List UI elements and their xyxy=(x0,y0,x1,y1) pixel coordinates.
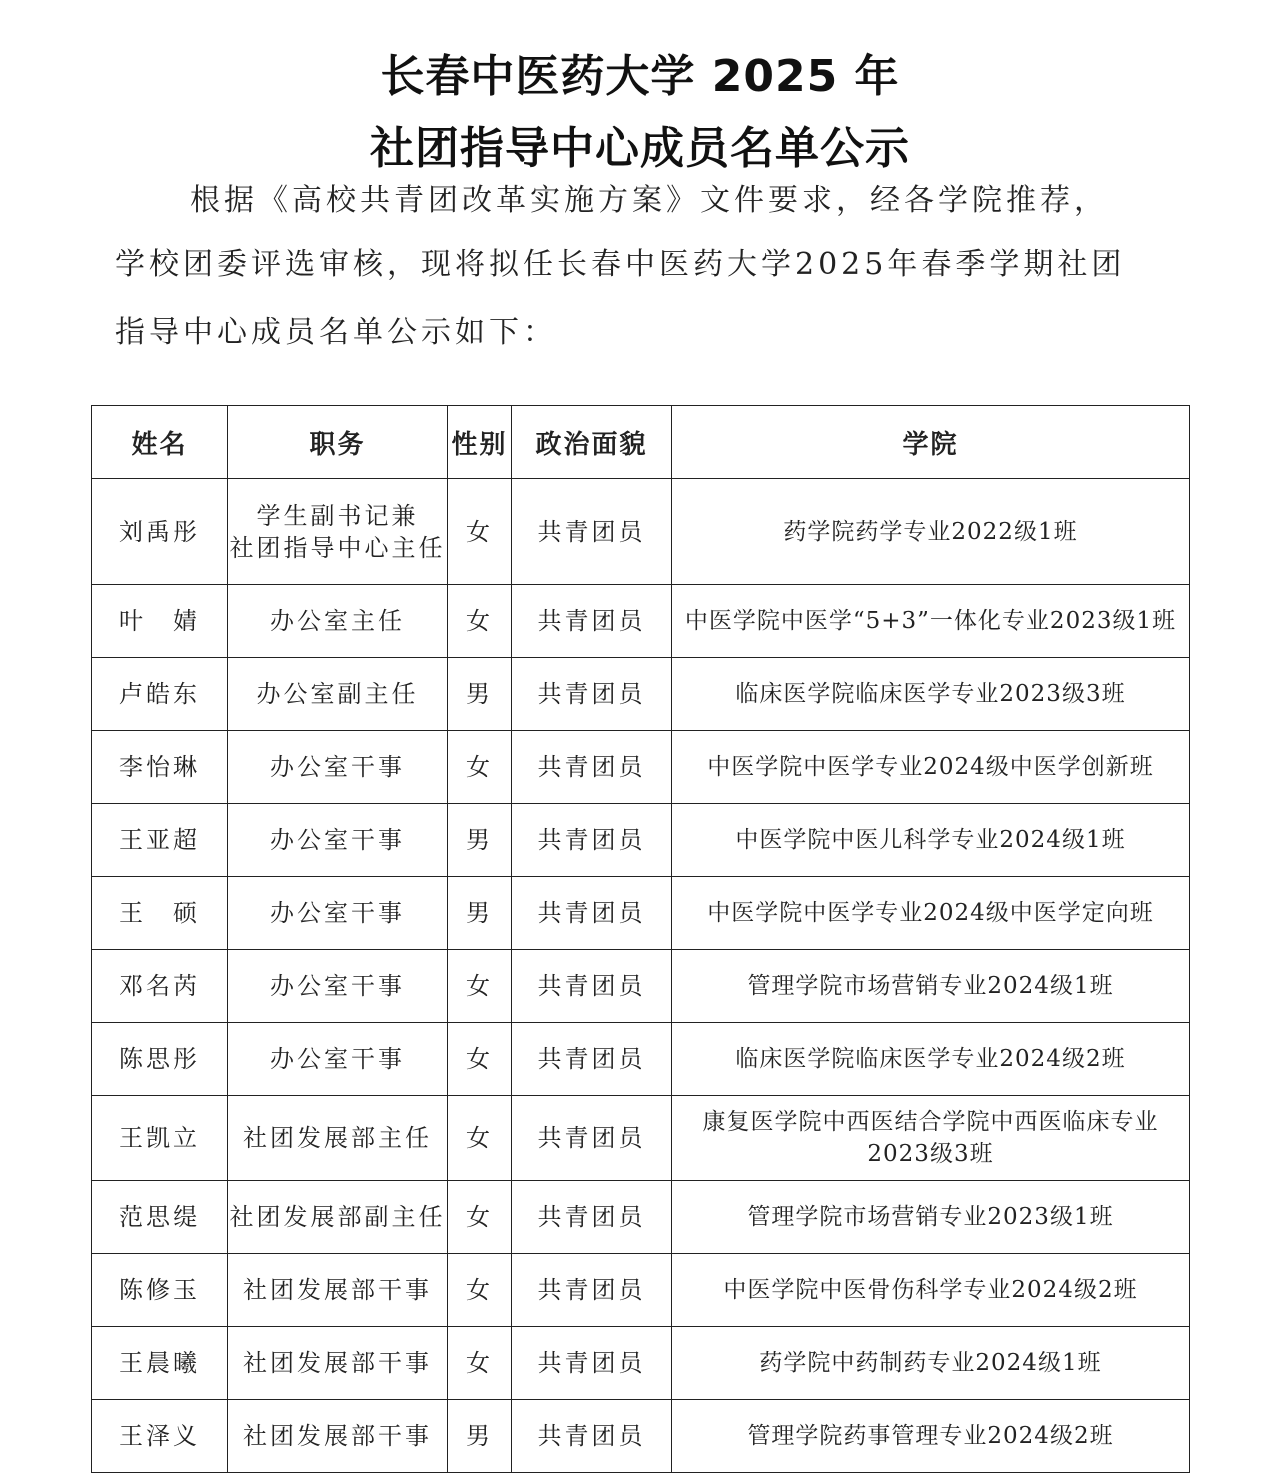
cell-political-status-text: 共青团员 xyxy=(537,1349,646,1377)
cell-political-status xyxy=(512,585,672,658)
cell-gender xyxy=(448,1181,512,1254)
cell-political-status-text: 共青团员 xyxy=(537,1203,646,1231)
cell-college xyxy=(672,658,1190,731)
cell-college-text: 管理学院市场营销专业2023级1班 xyxy=(747,1204,1114,1230)
cell-position xyxy=(228,1023,448,1096)
cell-gender-text: 女 xyxy=(466,1124,493,1152)
table-row xyxy=(92,877,1190,950)
table-row xyxy=(92,1254,1190,1327)
cell-political-status xyxy=(512,1400,672,1473)
cell-college-text: 中医学院中医骨伤科学专业2024级2班 xyxy=(723,1277,1138,1303)
cell-gender xyxy=(448,1254,512,1327)
cell-name-text: 王 硕 xyxy=(119,899,200,927)
cell-position-text: 社团发展部干事 xyxy=(243,1349,432,1377)
cell-college-text: 临床医学院临床医学专业2023级3班 xyxy=(735,681,1126,707)
cell-position xyxy=(228,1254,448,1327)
cell-name xyxy=(92,1181,228,1254)
cell-college xyxy=(672,585,1190,658)
document-title-line2: 社团指导中心成员名单公示 xyxy=(370,123,910,174)
cell-political-status-text: 共青团员 xyxy=(537,1124,646,1152)
cell-political-status xyxy=(512,1096,672,1181)
cell-political-status xyxy=(512,1181,672,1254)
cell-name-text: 王凯立 xyxy=(119,1124,200,1152)
cell-position xyxy=(228,1096,448,1181)
cell-name-text: 邓名芮 xyxy=(119,972,200,1000)
cell-gender-text: 女 xyxy=(466,517,493,546)
intro-line1: 根据《高校共青团改革实施方案》文件要求，经各学院推荐， xyxy=(190,183,1108,218)
cell-name-text: 王亚超 xyxy=(119,826,200,854)
cell-college xyxy=(672,479,1190,585)
cell-political-status xyxy=(512,1023,672,1096)
cell-name xyxy=(92,1023,228,1096)
cell-political-status xyxy=(512,950,672,1023)
cell-position xyxy=(228,1400,448,1473)
cell-name xyxy=(92,877,228,950)
cell-gender-text: 女 xyxy=(466,1203,493,1231)
cell-college-text: 中医学院中医学专业2024级中医学定向班 xyxy=(707,900,1154,926)
cell-name xyxy=(92,479,228,585)
cell-gender-text: 男 xyxy=(466,899,493,927)
cell-gender xyxy=(448,804,512,877)
header-position: 职务 xyxy=(228,406,448,479)
cell-position-text: 社团发展部干事 xyxy=(243,1422,432,1450)
cell-college-text: 2023级3班 xyxy=(867,1141,994,1167)
header-name: 姓名 xyxy=(92,406,228,479)
cell-name-text: 卢皓东 xyxy=(119,680,200,708)
table-row xyxy=(92,1327,1190,1400)
cell-gender-text: 女 xyxy=(466,753,493,781)
table-row xyxy=(92,585,1190,658)
cell-position-text: 社团发展部干事 xyxy=(243,1276,432,1304)
table-row xyxy=(92,950,1190,1023)
cell-college-text: 中医学院中医学“5+3”一体化专业2023级1班 xyxy=(684,608,1177,634)
cell-position xyxy=(228,658,448,731)
cell-name-text: 叶 婧 xyxy=(119,607,200,635)
cell-political-status-text: 共青团员 xyxy=(537,607,646,635)
header-college: 学院 xyxy=(672,406,1190,479)
cell-position xyxy=(228,1327,448,1400)
cell-gender-text: 男 xyxy=(466,680,493,708)
cell-political-status-text: 共青团员 xyxy=(537,753,646,781)
cell-position-text: 社团发展部副主任 xyxy=(229,1203,446,1231)
cell-gender xyxy=(448,1327,512,1400)
cell-gender-text: 女 xyxy=(466,1276,493,1304)
header-political-status: 政治面貌 xyxy=(512,406,672,479)
cell-gender-text: 女 xyxy=(466,607,493,635)
cell-position-text: 学生副书记兼 xyxy=(256,501,419,530)
cell-gender xyxy=(448,950,512,1023)
table-row xyxy=(92,731,1190,804)
cell-name xyxy=(92,585,228,658)
cell-college xyxy=(672,1327,1190,1400)
intro-line3: 指导中心成员名单公示如下： xyxy=(115,315,557,350)
cell-college-text: 中医学院中医学专业2024级中医学创新班 xyxy=(707,754,1154,780)
cell-name xyxy=(92,804,228,877)
table-row xyxy=(92,804,1190,877)
member-table xyxy=(91,405,1190,1473)
table-row xyxy=(92,1096,1190,1181)
cell-position-text: 社团发展部主任 xyxy=(243,1124,432,1152)
cell-political-status-text: 共青团员 xyxy=(537,680,646,708)
document-title-line1: 长春中医药大学 2025 年 xyxy=(380,51,900,102)
cell-name xyxy=(92,731,228,804)
cell-college xyxy=(672,1181,1190,1254)
cell-position-text: 办公室主任 xyxy=(270,607,405,635)
cell-gender xyxy=(448,1400,512,1473)
cell-name xyxy=(92,950,228,1023)
cell-name-text: 李怡琳 xyxy=(119,753,200,781)
intro-line2: 学校团委评选审核，现将拟任长春中医药大学2025年春季学期社团 xyxy=(115,247,1126,282)
cell-name-text: 王晨曦 xyxy=(119,1349,200,1377)
cell-political-status-text: 共青团员 xyxy=(537,899,646,927)
cell-name xyxy=(92,1400,228,1473)
cell-college-text: 管理学院市场营销专业2024级1班 xyxy=(747,973,1114,999)
cell-gender-text: 女 xyxy=(466,1045,493,1073)
cell-gender xyxy=(448,479,512,585)
table-row xyxy=(92,1023,1190,1096)
cell-gender-text: 女 xyxy=(466,972,493,1000)
cell-name xyxy=(92,1254,228,1327)
cell-position xyxy=(228,585,448,658)
cell-college-text: 康复医学院中西医结合学院中西医临床专业 xyxy=(702,1109,1159,1135)
cell-political-status-text: 共青团员 xyxy=(537,972,646,1000)
cell-political-status-text: 共青团员 xyxy=(537,1422,646,1450)
cell-name-text: 陈修玉 xyxy=(119,1276,200,1304)
cell-position-text: 社团指导中心主任 xyxy=(229,533,446,562)
cell-position xyxy=(228,877,448,950)
cell-name xyxy=(92,1327,228,1400)
cell-name-text: 范思缇 xyxy=(119,1203,200,1231)
header-gender: 性别 xyxy=(448,406,512,479)
cell-political-status xyxy=(512,1327,672,1400)
cell-college xyxy=(672,877,1190,950)
cell-college xyxy=(672,1096,1190,1181)
cell-college-text: 管理学院药事管理专业2024级2班 xyxy=(747,1423,1114,1449)
cell-position-text: 办公室干事 xyxy=(270,1045,405,1073)
cell-name-text: 陈思彤 xyxy=(119,1045,200,1073)
cell-gender xyxy=(448,585,512,658)
cell-college-text: 临床医学院临床医学专业2024级2班 xyxy=(735,1046,1126,1072)
cell-political-status-text: 共青团员 xyxy=(537,1045,646,1073)
cell-gender xyxy=(448,658,512,731)
cell-gender xyxy=(448,731,512,804)
cell-political-status xyxy=(512,658,672,731)
table-row xyxy=(92,658,1190,731)
cell-position xyxy=(228,1181,448,1254)
cell-name xyxy=(92,1096,228,1181)
cell-gender-text: 女 xyxy=(466,1349,493,1377)
cell-political-status-text: 共青团员 xyxy=(537,1276,646,1304)
cell-political-status xyxy=(512,1254,672,1327)
cell-gender xyxy=(448,877,512,950)
cell-position-text: 办公室干事 xyxy=(270,972,405,1000)
cell-gender-text: 男 xyxy=(466,826,493,854)
cell-name-text: 王泽义 xyxy=(119,1422,200,1450)
cell-political-status xyxy=(512,877,672,950)
cell-college xyxy=(672,804,1190,877)
cell-position xyxy=(228,479,448,585)
cell-political-status xyxy=(512,479,672,585)
cell-position-text: 办公室干事 xyxy=(270,826,405,854)
cell-gender xyxy=(448,1096,512,1181)
table-row xyxy=(92,479,1190,585)
table-row xyxy=(92,1400,1190,1473)
cell-political-status-text: 共青团员 xyxy=(537,517,646,546)
cell-college xyxy=(672,1400,1190,1473)
table-header-row xyxy=(92,406,1190,479)
cell-college-text: 中医学院中医儿科学专业2024级1班 xyxy=(735,827,1126,853)
cell-name-text: 刘禹彤 xyxy=(119,517,200,546)
cell-position-text: 办公室副主任 xyxy=(256,680,419,708)
cell-college xyxy=(672,950,1190,1023)
cell-gender xyxy=(448,1023,512,1096)
cell-college xyxy=(672,1254,1190,1327)
cell-position xyxy=(228,804,448,877)
cell-college-text: 药学院药学专业2022级1班 xyxy=(783,518,1078,545)
cell-political-status-text: 共青团员 xyxy=(537,826,646,854)
table-row xyxy=(92,1181,1190,1254)
cell-gender-text: 男 xyxy=(466,1422,493,1450)
cell-political-status xyxy=(512,731,672,804)
cell-college xyxy=(672,731,1190,804)
cell-college-text: 药学院中药制药专业2024级1班 xyxy=(759,1350,1102,1376)
cell-position-text: 办公室干事 xyxy=(270,899,405,927)
cell-position-text: 办公室干事 xyxy=(270,753,405,781)
cell-name xyxy=(92,658,228,731)
cell-position xyxy=(228,950,448,1023)
cell-college xyxy=(672,1023,1190,1096)
cell-political-status xyxy=(512,804,672,877)
cell-position xyxy=(228,731,448,804)
